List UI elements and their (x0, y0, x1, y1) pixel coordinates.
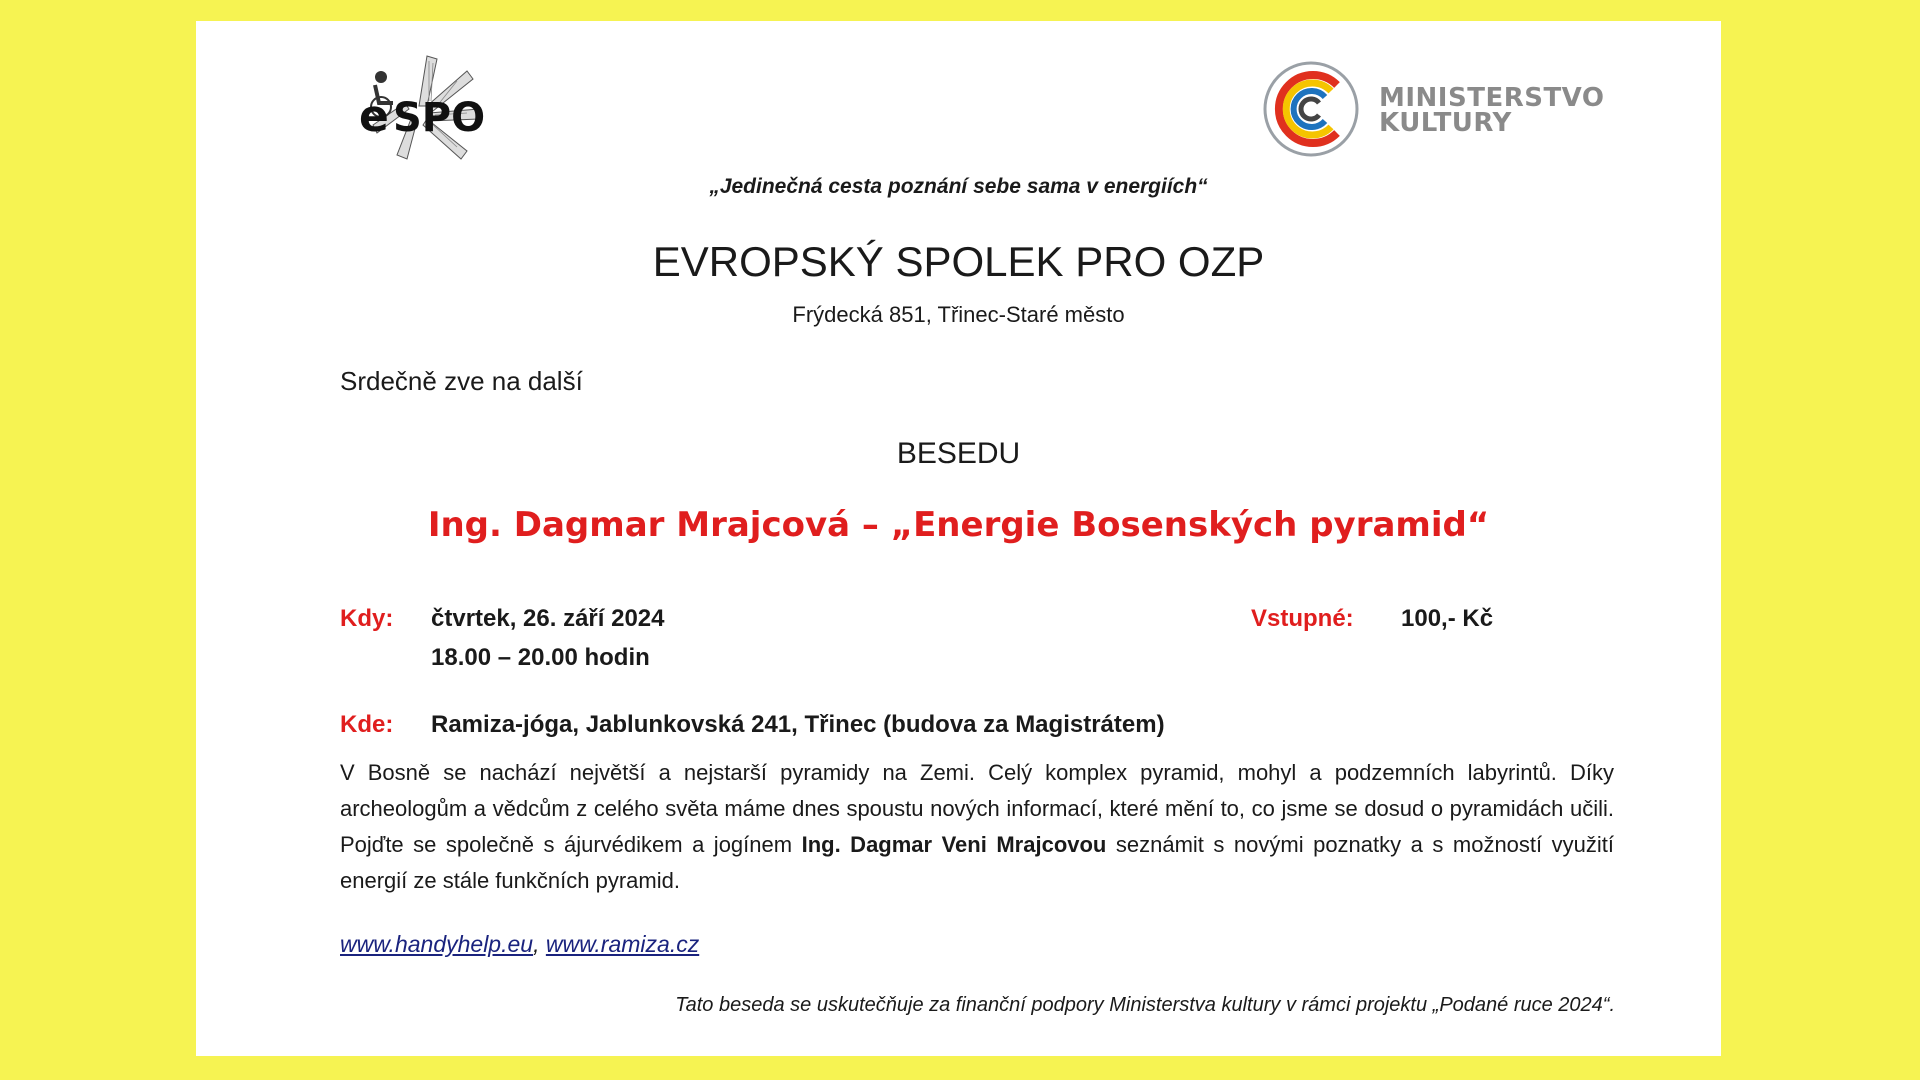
ministry-line2: KULTURY (1379, 108, 1512, 138)
link-separator: , (533, 931, 540, 957)
svg-text:e: e (359, 91, 389, 142)
event-type: BESEDU (896, 437, 1021, 470)
link-handyhelp[interactable]: www.handyhelp.eu (340, 931, 534, 957)
description-part1: V Bosně se nachází největší a nejstarší pyramidy na Zemi. Celý komplex pyramid, mohyl a podzemních labyrintů. Díky archeologům a vědcům z celého světa máme dnes spoustu nových informací, které mění to, co jsme se dosud o pyramidách učili. Pojďte se společně s ájurvédikem a jogínem (340, 760, 1614, 857)
svg-text:SPO: SPO (393, 95, 486, 141)
event-title: Ing. Dagmar Mrajcová – „Energie Bosenských pyramid“ (427, 505, 1490, 545)
when-label: Kdy: (340, 605, 394, 632)
where-value: Ramiza-jóga, Jablunkovská 241, Třinec (budova za Magistrátem) (431, 711, 1165, 738)
where-label: Kde: (340, 711, 394, 738)
web-links (340, 931, 699, 958)
when-time: 18.00 – 20.00 hodin (431, 644, 650, 671)
event-description (340, 755, 1614, 899)
espo-logo-icon (357, 51, 487, 161)
ministry-line1: MINISTERSTVO (1379, 83, 1605, 113)
fee-value: 100,- Kč (1401, 605, 1494, 632)
funding-note: Tato beseda se uskutečňuje za finanční podpory Ministerstva kultury v rámci projektu „Podané ruce 2024“. (675, 994, 1615, 1016)
when-date: čtvrtek, 26. září 2024 (431, 605, 665, 632)
invitation-document (196, 21, 1721, 1056)
fee-label: Vstupné: (1251, 605, 1354, 632)
ministry-logo (1261, 59, 1605, 164)
ministry-name (1379, 83, 1605, 138)
motto: „Jedinečná cesta poznání sebe sama v energiích“ (709, 175, 1208, 198)
description-part2: seznámit s novými poznatky a s možností využití energií ze stále funkčních pyramid. (340, 832, 1614, 893)
invite-intro: Srdečně zve na další (340, 366, 583, 396)
organization-name: EVROPSKÝ SPOLEK PRO OZP (652, 238, 1265, 285)
lecturer-name: Ing. Dagmar Veni Mrajcovou (801, 832, 1107, 857)
link-ramiza[interactable]: www.ramiza.cz (545, 931, 700, 957)
organization-address: Frýdecká 851, Třinec-Staré město (792, 302, 1125, 327)
ministerstvo-kultury-logo-icon (1261, 59, 1361, 159)
